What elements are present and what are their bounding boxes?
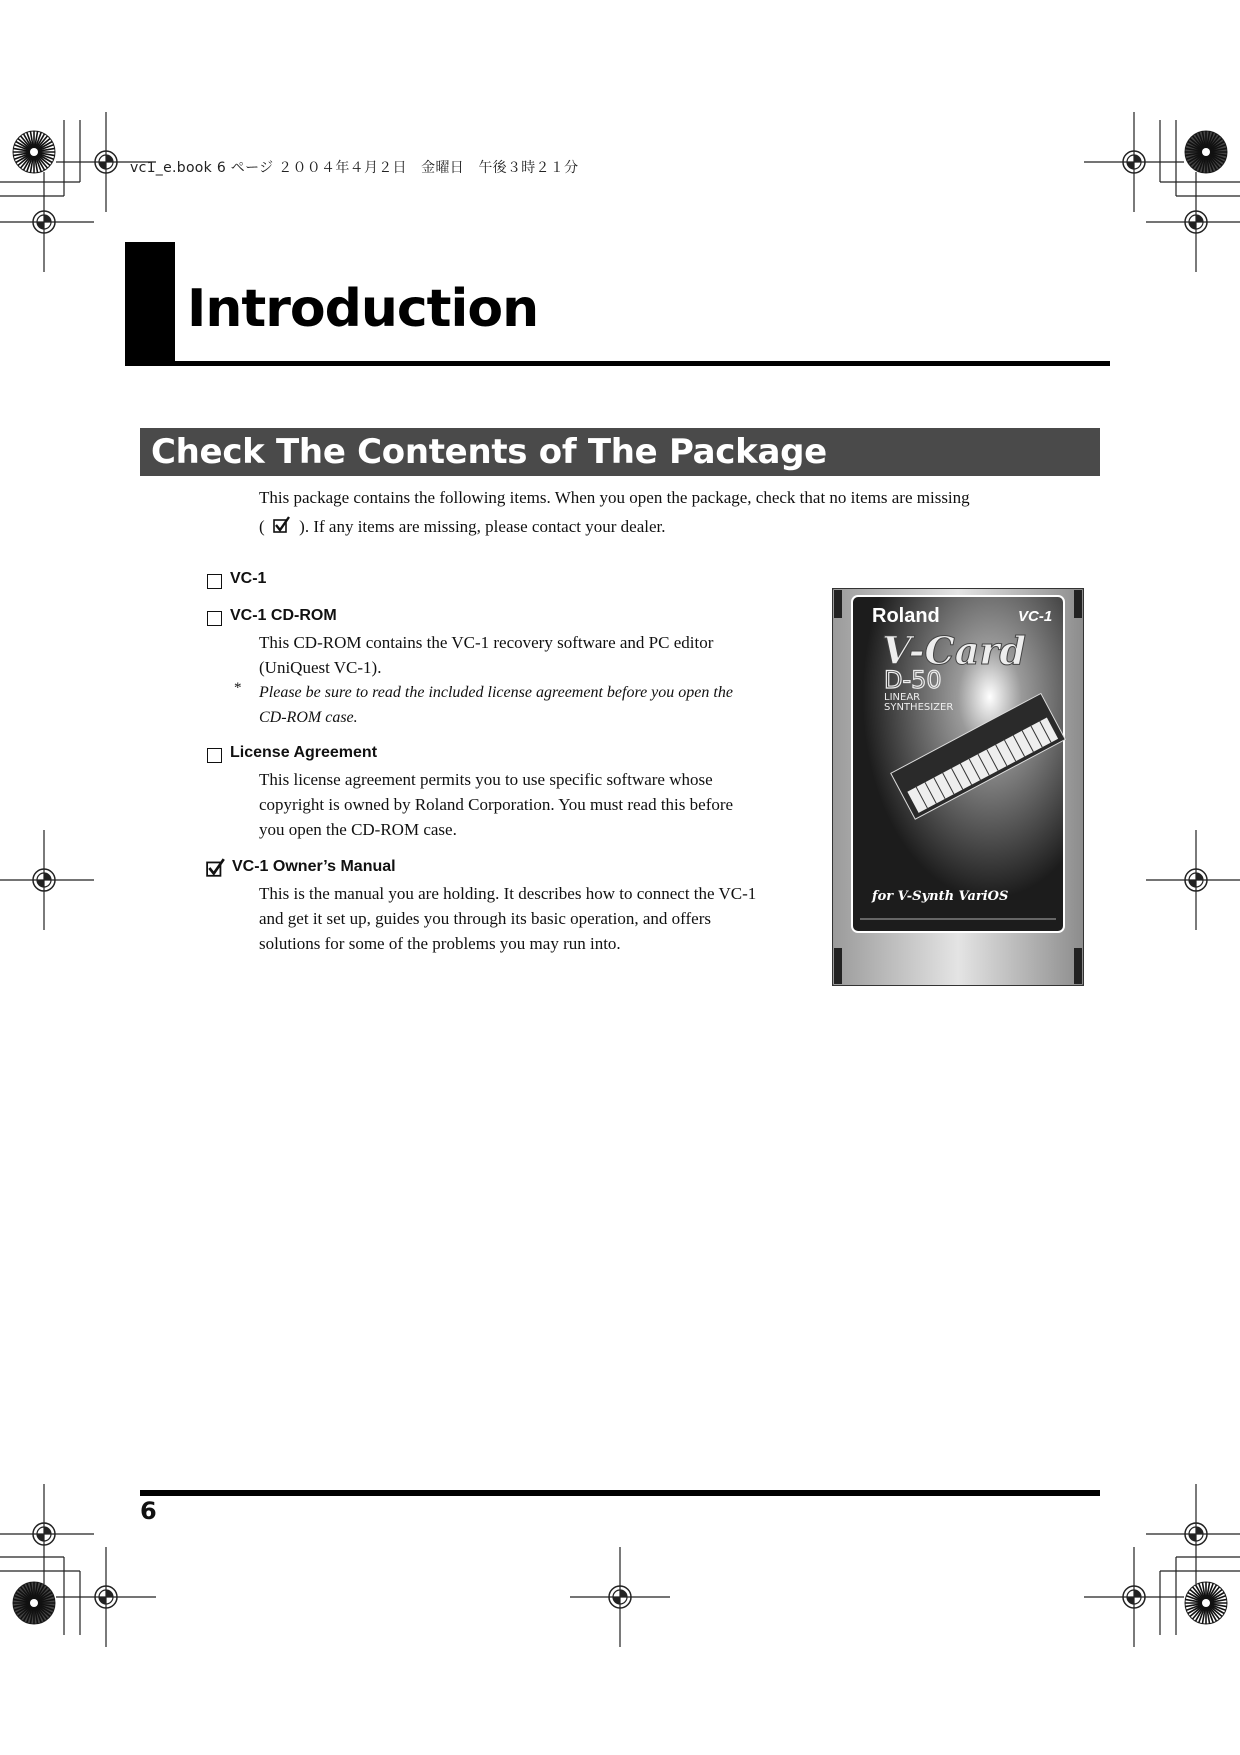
checked-box-icon — [206, 858, 226, 878]
color-bar-sunburst-icon — [13, 131, 55, 173]
card-brand: Roland — [872, 605, 940, 627]
card-synth-name: D-50 — [884, 666, 942, 694]
registration-mark-icon — [1084, 1547, 1184, 1647]
footer-rule — [140, 1490, 1100, 1496]
item-body-license-line-2: copyright is owned by Roland Corporation. You must read this before — [259, 795, 734, 814]
registration-mark-icon — [56, 1547, 156, 1647]
item-note-cdrom-line-1: Please be sure to read the included license agreement before you open the — [259, 684, 733, 701]
item-body-manual-line-2: and get it set up, guides you through its basic operation, and offers — [259, 909, 711, 928]
intro-line-2-text: ). If any items are missing, please contact your dealer. — [299, 517, 666, 536]
registration-mark-icon — [1146, 830, 1240, 930]
registration-mark-icon — [570, 1547, 670, 1647]
card-model: VC-1 — [1018, 608, 1053, 625]
color-bar-sunburst-icon — [1185, 1582, 1227, 1624]
item-body-cdrom-line-2: (UniQuest VC-1). — [259, 658, 382, 677]
checked-box-icon — [273, 516, 291, 534]
intro-line-1: This package contains the following items. When you open the package, check that no items are missing — [259, 488, 970, 507]
checkbox-cdrom — [207, 611, 222, 626]
chapter-rule — [125, 361, 1110, 366]
page-number: 6 — [140, 1497, 157, 1525]
registration-mark-icon — [0, 172, 94, 272]
item-body-license-line-3: you open the CD-ROM case. — [259, 820, 457, 839]
color-bar-sunburst-icon — [1185, 131, 1227, 173]
item-title-vc1: VC-1 — [230, 570, 267, 587]
chapter-title: Introduction — [187, 279, 539, 339]
card-footer: for V-Synth VariOS — [872, 889, 1009, 904]
item-note-cdrom-line-2: CD-ROM case. — [259, 709, 358, 726]
card-synth-sub1: LINEAR — [884, 692, 921, 703]
registration-mark-icon — [1146, 1484, 1240, 1584]
item-body-manual-line-1: This is the manual you are holding. It describes how to connect the VC-1 — [259, 884, 757, 903]
item-title-license: License Agreement — [230, 744, 378, 761]
item-body-manual-line-3: solutions for some of the problems you may run into. — [259, 934, 621, 953]
print-header: vc1_e.book 6 ページ ２００４年４月２日 金曜日 午後３時２１分 — [130, 160, 579, 176]
intro-line-2 — [259, 512, 1059, 542]
item-title-cdrom: VC-1 CD-ROM — [230, 607, 337, 624]
checkbox-vc1 — [207, 574, 222, 589]
card-synth-sub2: SYNTHESIZER — [884, 702, 954, 713]
item-body-cdrom-line-1: This CD-ROM contains the VC-1 recovery software and PC editor — [259, 633, 714, 652]
registration-mark-icon — [1146, 172, 1240, 272]
checkbox-license — [207, 748, 222, 763]
note-marker: * — [234, 680, 242, 696]
registration-mark-icon — [0, 1484, 94, 1584]
item-title-manual: VC-1 Owner’s Manual — [232, 858, 396, 875]
registration-mark-icon — [1084, 112, 1184, 212]
registration-mark-icon — [0, 830, 94, 930]
color-bar-sunburst-icon — [13, 1582, 55, 1624]
item-body-license-line-1: This license agreement permits you to use specific software whose — [259, 770, 713, 789]
section-title: Check The Contents of The Package — [151, 432, 827, 472]
chapter-marker-block — [125, 242, 175, 366]
card-product: V-Card — [882, 628, 1026, 673]
intro-paren-open: ( — [259, 517, 265, 536]
vcard-product-image — [832, 588, 1084, 986]
